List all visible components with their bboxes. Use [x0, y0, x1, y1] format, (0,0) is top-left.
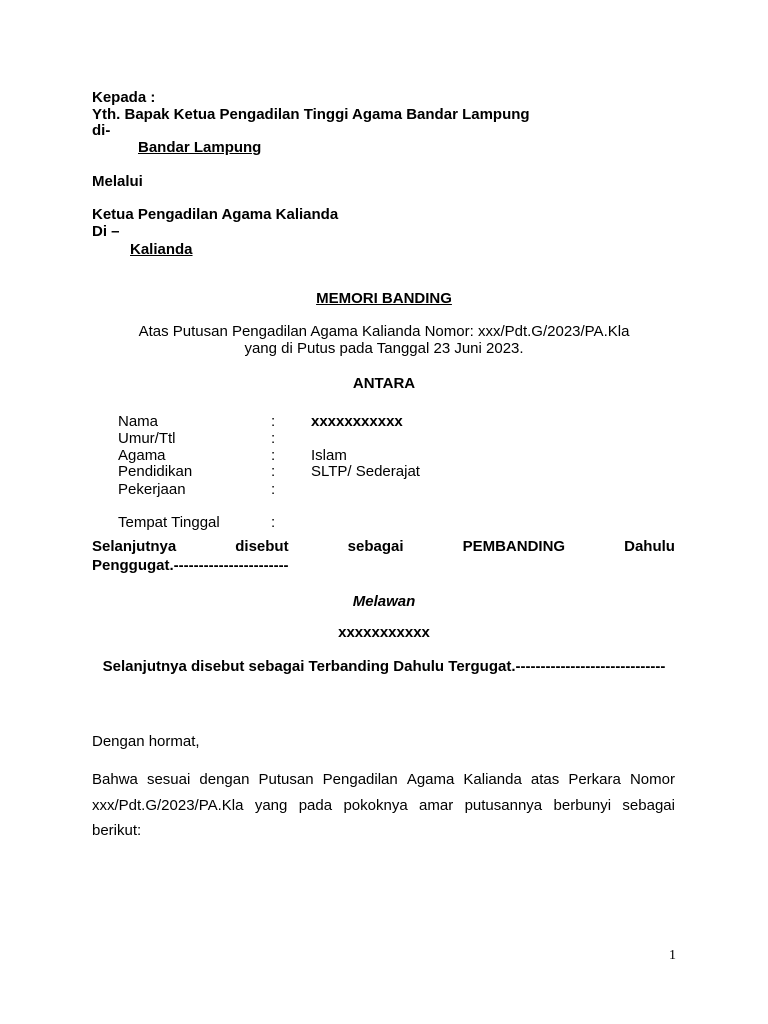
melalui-label: Melalui	[92, 173, 143, 190]
justified-word: sebagai	[622, 797, 675, 814]
justified-word: pokoknya	[343, 797, 408, 814]
party-value: SLTP/ Sederajat	[311, 463, 420, 480]
justified-word: Nomor	[629, 771, 675, 788]
document-title: MEMORI BANDING	[316, 290, 452, 307]
opponent-name: xxxxxxxxxxx	[338, 624, 430, 641]
justified-word: Dahulu	[624, 538, 675, 555]
page-number: 1	[669, 948, 676, 963]
justified-word: Pengadilan	[322, 771, 398, 788]
recipient-city: Bandar Lampung	[138, 139, 262, 156]
pembanding-line-2: Penggugat.-----------------------	[92, 557, 289, 574]
party-label: Nama	[118, 413, 159, 430]
party-colon: :	[271, 430, 276, 447]
party-label: Pendidikan	[118, 463, 193, 480]
di-label-2: Di –	[92, 223, 120, 240]
party-label: Umur/Ttl	[118, 430, 176, 447]
justified-word: Bahwa	[92, 771, 138, 788]
di-label-1: di-	[92, 122, 111, 139]
justified-word: Agama	[406, 771, 455, 788]
justified-word: amar	[419, 797, 454, 814]
party-value: Islam	[311, 447, 347, 464]
subtitle-line-2: yang di Putus pada Tanggal 23 Juni 2023.	[244, 340, 524, 357]
party-colon: :	[271, 481, 276, 498]
body-line-1	[92, 771, 675, 788]
body-line-2	[92, 797, 675, 814]
justified-word: pada	[298, 797, 333, 814]
antara-heading: ANTARA	[352, 375, 416, 392]
body-line-3: berikut:	[92, 822, 142, 839]
justified-word: PEMBANDING	[462, 538, 566, 555]
melawan-heading: Melawan	[352, 593, 416, 610]
justified-word: putusannya	[464, 797, 543, 814]
party-colon: :	[271, 514, 276, 531]
justified-word: disebut	[235, 538, 289, 555]
terbanding-line: Selanjutnya disebut sebagai Terbanding Dahulu Tergugat.------------------------------	[102, 658, 666, 675]
justified-word: yang	[254, 797, 288, 814]
justified-word: atas	[530, 771, 560, 788]
justified-word: Kalianda	[463, 771, 522, 788]
justified-word: sesuai	[146, 771, 191, 788]
justified-word: Perkara	[568, 771, 621, 788]
justified-word: sebagai	[347, 538, 404, 555]
via-recipient-line: Ketua Pengadilan Agama Kalianda	[92, 206, 339, 223]
party-label: Agama	[118, 447, 166, 464]
justified-word: berbunyi	[553, 797, 612, 814]
greeting: Dengan hormat,	[92, 733, 200, 750]
party-colon: :	[271, 447, 276, 464]
party-colon: :	[271, 413, 276, 430]
subtitle-line-1: Atas Putusan Pengadilan Agama Kalianda Nomor: xxx/Pdt.G/2023/PA.Kla	[138, 323, 630, 340]
via-recipient-city: Kalianda	[130, 241, 193, 258]
party-label: Pekerjaan	[118, 481, 186, 498]
justified-word: Putusan	[258, 771, 314, 788]
justified-word: xxx/Pdt.G/2023/PA.Kla	[92, 797, 244, 814]
party-colon: :	[271, 463, 276, 480]
recipient-line: Yth. Bapak Ketua Pengadilan Tinggi Agama Bandar Lampung	[92, 106, 530, 123]
justified-word: Selanjutnya	[92, 538, 177, 555]
kepada-label: Kepada :	[92, 89, 156, 106]
party-label: Tempat Tinggal	[118, 514, 220, 531]
pembanding-line-1	[92, 538, 675, 555]
justified-word: dengan	[199, 771, 250, 788]
party-value: xxxxxxxxxxx	[311, 413, 403, 430]
